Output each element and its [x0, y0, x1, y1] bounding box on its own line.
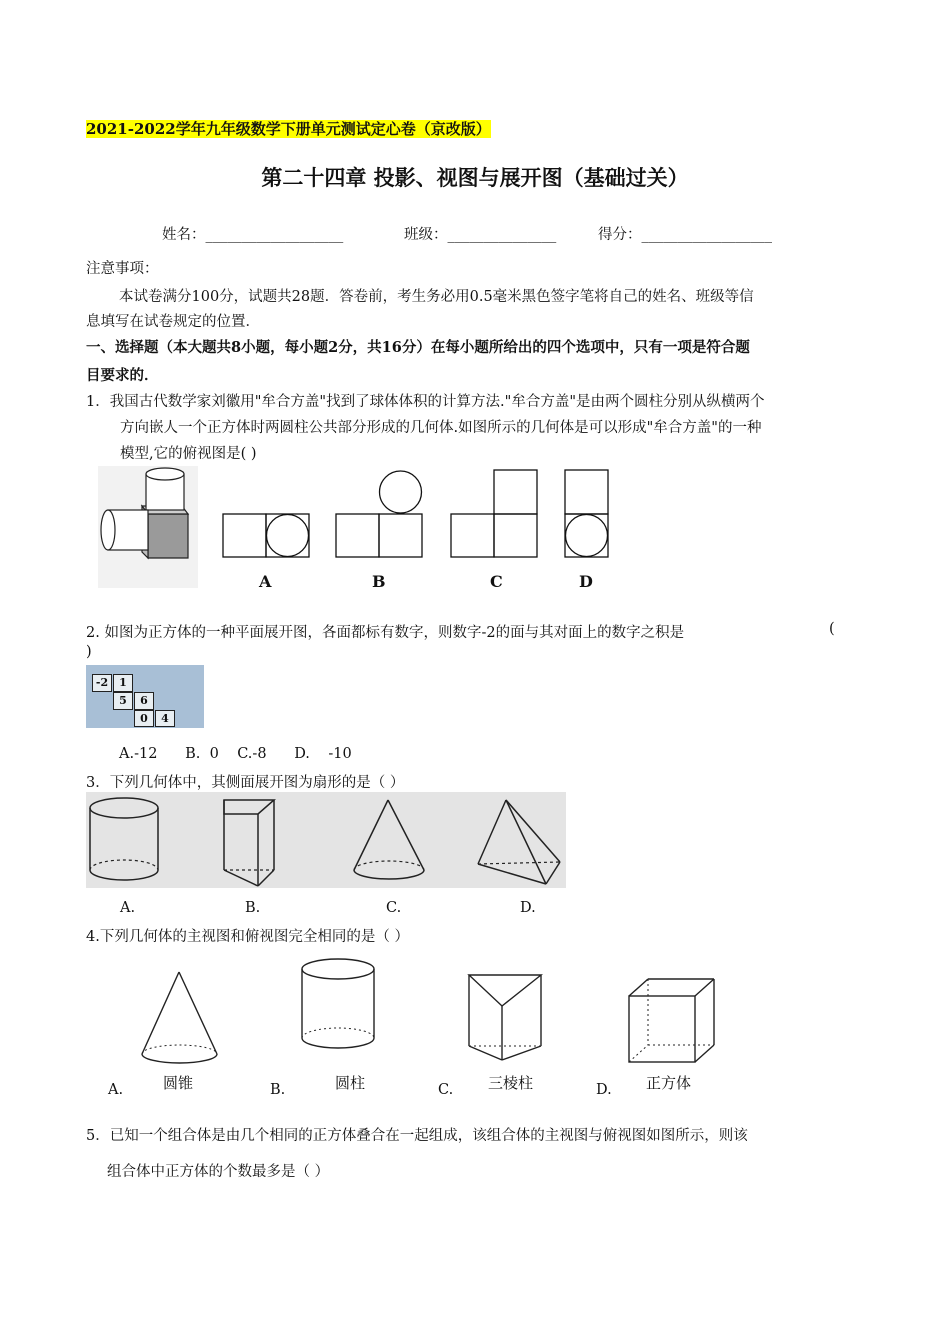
- q1-option-c-figure[interactable]: [450, 469, 540, 559]
- q1-option-d-figure[interactable]: [564, 469, 612, 559]
- q3-option-b[interactable]: B.: [245, 900, 261, 916]
- q3-option-d[interactable]: D.: [520, 900, 536, 916]
- score-label: 得分：: [598, 227, 642, 243]
- name-field[interactable]: [162, 223, 343, 244]
- q5-line-1: 5．已知一个组合体是由几个相同的正方体叠合在一起组成，该组合体的主视图与俯视图如图所示，则该: [86, 1128, 748, 1144]
- q2-cube-net-figure: [86, 665, 204, 728]
- section1-line-1: 一、选择题（本大题共8小题，每小题2分，共16分）在每小题所给出的四个选项中，只有一项是符合题: [86, 339, 750, 356]
- q1-model-figure: [98, 466, 198, 588]
- q5-line-2: 组合体中正方体的个数最多是（ ）: [107, 1164, 330, 1180]
- notes-heading: 注意事项：: [86, 261, 159, 277]
- q2-line-1: 2. 如图为正方体的一种平面展开图，各面都标有数字，则数字-2的面与其对面上的数字之积是: [86, 625, 685, 641]
- notes-line-2: 息填写在试卷规定的位置．: [86, 314, 260, 330]
- q1-option-c-label: C: [490, 572, 503, 591]
- q3-option-c[interactable]: C.: [386, 900, 402, 916]
- q1-line-3: 模型,它的俯视图是( ): [120, 446, 257, 462]
- class-field[interactable]: [404, 223, 556, 244]
- q4-label-cube: 正方体: [646, 1074, 692, 1092]
- series-title: 2021-2022学年九年级数学下册单元测试定心卷（京改版）: [86, 120, 491, 138]
- q4-label-cylinder: 圆柱: [335, 1074, 366, 1092]
- q2-paren-close: ): [86, 644, 92, 660]
- net-cell: 5: [113, 692, 133, 710]
- class-blank: _______________: [447, 227, 557, 243]
- q4-cylinder-figure: [300, 958, 380, 1050]
- net-cell: 0: [134, 710, 154, 727]
- net-cell: 6: [134, 692, 154, 710]
- q4-option-d[interactable]: D.: [596, 1082, 612, 1098]
- q1-option-b-figure[interactable]: [335, 469, 425, 559]
- q1-option-b-label: B: [372, 572, 386, 591]
- q3-option-a[interactable]: A.: [120, 900, 136, 916]
- q1-line-1: 1．我国古代数学家刘徽用"牟合方盖"找到了球体体积的计算方法."牟合方盖"是由两个圆柱分别从纵横两个: [86, 394, 765, 410]
- q3-solids-photo: [86, 792, 566, 888]
- q2-options[interactable]: A.-12 B. 0 C.-8 D. -10: [119, 746, 352, 762]
- chapter-title: 第二十四章 投影、视图与展开图（基础过关）: [261, 165, 689, 190]
- q4-option-b[interactable]: B.: [270, 1082, 286, 1098]
- q1-line-2: 方向嵌人一个正方体时两圆柱公共部分形成的几何体.如图所示的几何体是可以形成"牟合方盖"的一种: [120, 420, 762, 436]
- q4-triangular-prism-figure: [466, 972, 546, 1062]
- section1-line-2: 目要求的．: [86, 367, 159, 384]
- class-label: 班级：: [404, 227, 448, 243]
- name-label: 姓名：: [162, 227, 206, 243]
- q4-label-prism: 三棱柱: [488, 1074, 534, 1092]
- q4-line-1: 4.下列几何体的主视图和俯视图完全相同的是（ ）: [86, 929, 409, 945]
- score-blank: __________________: [641, 227, 772, 243]
- name-blank: ___________________: [205, 227, 344, 243]
- q4-cube-figure: [626, 976, 720, 1068]
- q4-option-c[interactable]: C.: [438, 1082, 454, 1098]
- net-cell: 4: [155, 710, 175, 727]
- net-cell: -2: [92, 674, 112, 692]
- q1-option-d-label: D: [579, 572, 593, 591]
- q1-option-a-figure[interactable]: [222, 513, 312, 559]
- q4-cone-figure: [140, 970, 220, 1066]
- notes-line-1: 本试卷满分100分，试题共28题．答卷前，考生务必用0.5毫米黑色签字笔将自己的姓名、班级等信: [119, 289, 754, 305]
- score-field[interactable]: [598, 223, 772, 244]
- q4-option-a[interactable]: A.: [108, 1082, 124, 1098]
- q2-paren-open: (: [829, 621, 835, 637]
- net-cell: 1: [113, 674, 133, 692]
- q4-label-cone: 圆锥: [163, 1074, 194, 1092]
- q1-option-a-label: A: [259, 572, 272, 591]
- q3-line-1: 3．下列几何体中，其侧面展开图为扇形的是（ ）: [86, 775, 405, 791]
